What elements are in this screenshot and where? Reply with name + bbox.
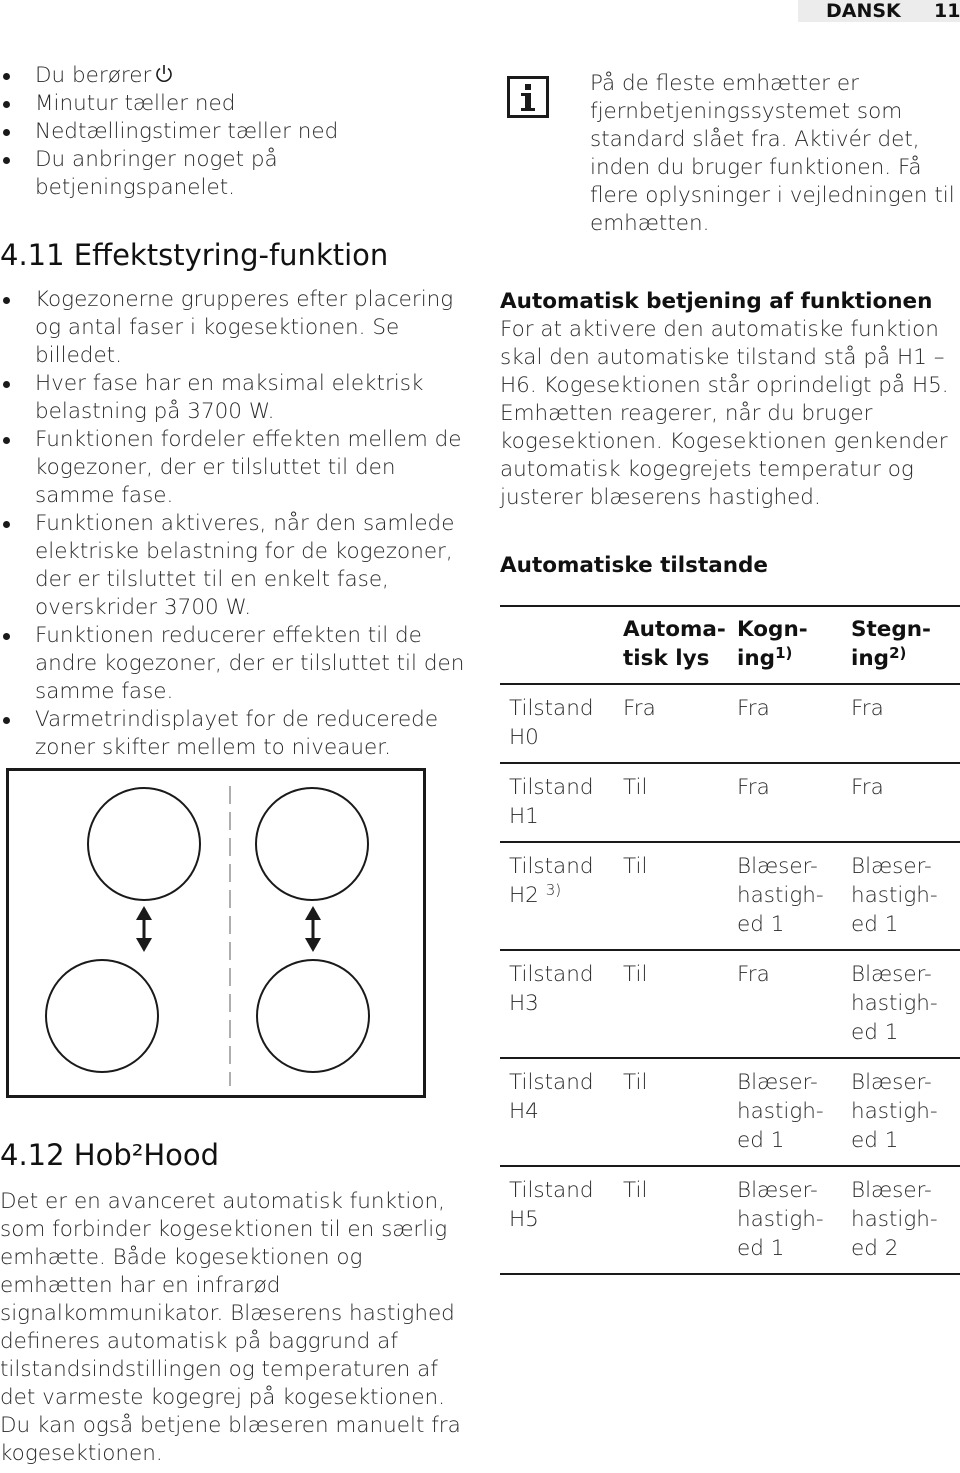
list-item: Minutur tæller ned bbox=[0, 90, 470, 118]
mode-cell: Tilstand H2 $^{3)}$ bbox=[509, 854, 594, 908]
frying-cell: Blæser-hastigh-ed 1 bbox=[851, 962, 938, 1045]
hob-phase-diagram bbox=[6, 768, 426, 1098]
table-header-row bbox=[500, 606, 960, 684]
mode-cell: Tilstand H4 bbox=[509, 1070, 594, 1124]
table-header-cell: Kogn-ing$^{1)}$ bbox=[737, 617, 808, 671]
table-header-cell bbox=[500, 606, 614, 684]
boiling-cell: Blæser-hastigh-ed 1 bbox=[737, 1178, 824, 1261]
section-heading-4-12: 4.12 Hob²Hood bbox=[0, 1138, 220, 1172]
frying-cell: Blæser-hastigh-ed 1 bbox=[851, 854, 938, 937]
mode-cell: Tilstand H0 bbox=[509, 696, 594, 750]
table-row bbox=[500, 1166, 960, 1274]
header-language: DANSK bbox=[826, 0, 901, 22]
mode-cell: Tilstand H5 bbox=[509, 1178, 594, 1232]
boiling-cell: Blæser-hastigh-ed 1 bbox=[737, 1070, 824, 1153]
cooking-zone-top-left bbox=[88, 788, 200, 900]
power-management-bullet-list bbox=[0, 286, 470, 762]
list-item: Du anbringer noget på betjeningspanelet. bbox=[0, 146, 470, 202]
info-icon bbox=[507, 76, 549, 118]
table-header-cell: Stegn-ing$^{2)}$ bbox=[851, 617, 931, 671]
right-column bbox=[500, 70, 960, 1261]
page-header bbox=[0, 0, 960, 22]
table-row bbox=[500, 1058, 960, 1166]
footnote-ref: 1) bbox=[775, 644, 793, 662]
info-note-text: På de fleste emhætter er fjernbetjeningssystemet som standard slået fra. Aktivér det, inden du bruger funktionen. Få flere oplysninger i vejledningen til emhætten. bbox=[590, 71, 955, 236]
cooking-zone-bottom-left bbox=[46, 960, 158, 1072]
list-item: Funktionen fordeler effekten mellem de kogezoner, der er tilsluttet til den samme fase. bbox=[0, 426, 470, 510]
light-cell: Fra bbox=[623, 696, 656, 721]
light-cell: Til bbox=[623, 854, 648, 879]
frying-cell: Blæser-hastigh-ed 2 bbox=[851, 1178, 938, 1261]
light-cell: Til bbox=[623, 962, 648, 987]
automatic-operation-heading: Automatisk betjening af funktionen bbox=[500, 289, 933, 314]
page-number: 11 bbox=[934, 0, 960, 22]
list-item: Varmetrindisplayet for de reducerede zoner skifter mellem to niveauer. bbox=[0, 706, 470, 762]
left-column bbox=[0, 62, 470, 762]
cooking-zone-top-right bbox=[256, 788, 368, 900]
power-icon bbox=[155, 64, 173, 84]
light-cell: Til bbox=[623, 1070, 648, 1095]
hob2hood-paragraph: Det er en avanceret automatisk funktion, som forbinder kogesektionen til en særlig emhætte. Både kogesektionen og emhætten har en infrarød signalkommunikator. Blæserens hastighed defineres automatisk på baggrund af tilstandsindstillingen og temperaturen af det varmeste kogegrej på kogesektionen. Du kan også betjene blæseren manuelt fra kogesektionen. bbox=[0, 1189, 461, 1466]
list-item: Nedtællingstimer tæller ned bbox=[0, 118, 470, 146]
boiling-cell: Fra bbox=[737, 696, 770, 721]
boiling-cell: Fra bbox=[737, 775, 770, 800]
footnote-ref: 2) bbox=[889, 644, 907, 662]
list-item: Du berører bbox=[0, 62, 470, 90]
automatic-operation-paragraph: For at aktivere den automatiske funktion skal den automatiske tilstand stå på H1 – H6. Kogesektionen står oprindeligt på H5. Emhætten reagerer, når du bruger kogesektionen. Kogesektionen genkender automatisk kogegrejets temperatur og justerer blæserens hastighed. bbox=[500, 317, 949, 510]
list-item: Funktionen reducerer effekten til de andre kogezoner, der er tilsluttet til den samme fase. bbox=[0, 622, 470, 706]
light-cell: Til bbox=[623, 1178, 648, 1203]
list-item: Hver fase har en maksimal elektrisk belastning på 3700 W. bbox=[0, 370, 470, 426]
table-row bbox=[500, 684, 960, 763]
light-cell: Til bbox=[623, 775, 648, 800]
intro-bullet-list bbox=[0, 62, 470, 202]
info-note bbox=[500, 70, 960, 270]
footnote-ref: 3) bbox=[545, 881, 562, 899]
table-row bbox=[500, 842, 960, 950]
frying-cell: Fra bbox=[851, 775, 884, 800]
table-row bbox=[500, 950, 960, 1058]
automatic-modes-table bbox=[500, 605, 960, 1275]
table-row bbox=[500, 763, 960, 842]
boiling-cell: Fra bbox=[737, 962, 770, 987]
automatic-modes-heading: Automatiske tilstande bbox=[500, 553, 769, 578]
frying-cell: Fra bbox=[851, 696, 884, 721]
list-item: Funktionen aktiveres, når den samlede elektriske belastning for de kogezoner, der er tilsluttet til en enkelt fase, overskrider 3700 W. bbox=[0, 510, 470, 622]
boiling-cell: Blæser-hastigh-ed 1 bbox=[737, 854, 824, 937]
list-item: Kogezonerne grupperes efter placering og antal faser i kogesektionen. Se billedet. bbox=[0, 286, 470, 370]
cooking-zone-bottom-right bbox=[257, 960, 369, 1072]
mode-cell: Tilstand H1 bbox=[509, 775, 594, 829]
section-heading-4-11: 4.11 Effektstyring-funktion bbox=[0, 238, 389, 272]
frying-cell: Blæser-hastigh-ed 1 bbox=[851, 1070, 938, 1153]
mode-cell: Tilstand H3 bbox=[509, 962, 594, 1016]
table-header-cell: Automa-tisk lys bbox=[623, 617, 726, 671]
